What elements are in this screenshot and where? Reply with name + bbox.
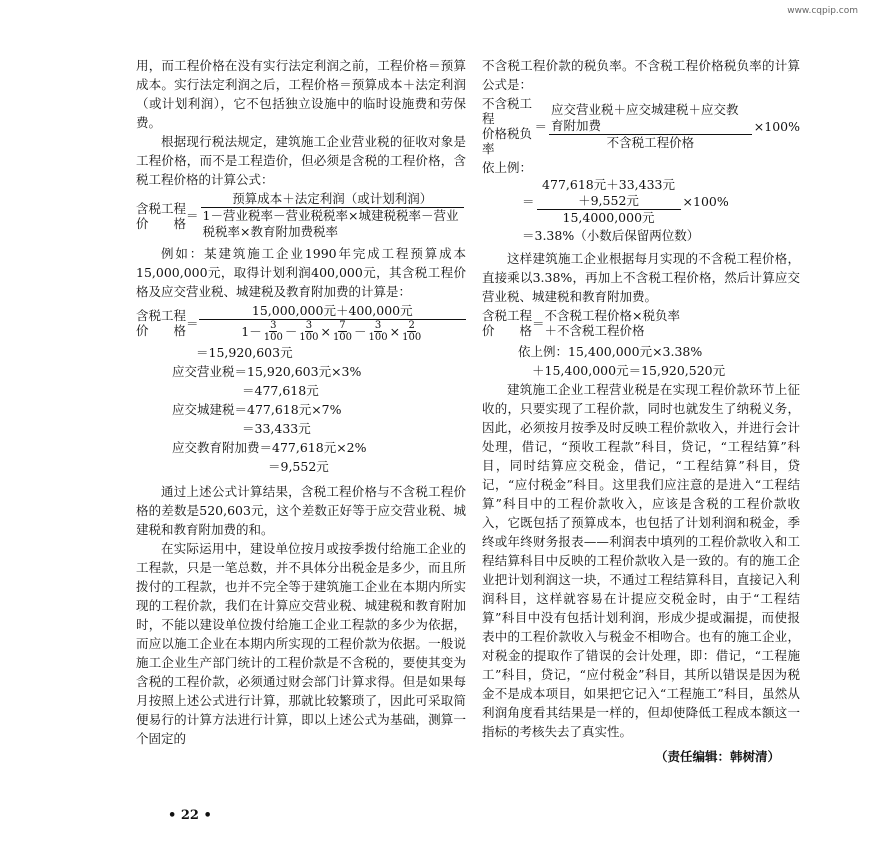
formula-rate-result: ＝3.38%（小数后保留两位数） [522,228,700,243]
formula-numerator: 预算成本＋法定利润（或计划利润） [201,191,464,208]
left-paragraph-4: 通过上述公式计算结果，含税工程价格与不含税工程价格的差数是520,603元，这个差数正好等于应交营业税、城建税和教育附加费的和。 [136,484,466,537]
formula-label-top: 含税工程 [136,200,187,216]
calc-line: 应交营业税＝15,920,603元×3% [172,364,362,379]
formula-denominator: 15,4000,000元 [562,210,655,225]
formula-label-top: 含税工程 [482,308,533,323]
formula-denominator: 1－营业税率－营业税税率×城建税税率－营业税税率×教育附加费税率 [202,208,459,239]
right-column [482,56,800,766]
calc-result: ＝33,433元 [242,421,311,436]
equals-sign: ＝ [186,208,199,223]
formula-numerator: 15,000,000元＋400,000元 [199,303,466,320]
formula-suffix: ×100% [682,194,729,209]
fraction: 3 100 [263,320,283,343]
equals-sign: ＝ [186,315,199,331]
formula-rate-example [522,177,800,226]
formula-label-bottom: 价 格 [136,215,187,231]
formula-label-bottom: 价 格 [136,323,187,338]
denominator-prefix: 1－ [241,323,262,339]
calc-result: ＝477,618元 [242,383,319,398]
page-number: • 22 • [168,808,212,823]
formula-suffix: ×100% [753,118,800,134]
left-paragraph-1: 用，而工程价格在没有实行法定利润之前，工程价格＝预算成本。实行法定利润之后，工程价格＝预算成本＋法定利润（或计划利润），它不包括独立设施中的临时设施费和劳保费。 [136,58,466,130]
formula-tax-inclusive-price [136,191,466,240]
calc-line: 应交教育附加费＝477,618元×2% [172,440,367,455]
left-paragraph-3: 例如：某建筑施工企业1990年完成工程预算成本15,000,000元，取得计划利润400,000元，其含税工程价格及应交营业税、城建税及教育附加费的计算是： [136,246,466,299]
left-paragraph-5: 在实际运用中，建设单位按月或按季拨付给施工企业的工程款，只是一笔总数，并不具体分出税金是多少，而且所拨付的工程款，也并不完全等于建筑施工企业在本期内所实现的工程价款，我们在计算应交营业税、城建税和教育附加时，不能以建设单位拨付给施工企业工程款的多少为依据，而应以施工企业在本期内所实现的工程价款为依据。一般说施工企业生产部门统计的工程价款是不含税的，要使其变为含税的工程价款，必须通过财会部门计算求得。但是如果每月按照上述公式进行计算，那就比较繁琐了，因此可采取简便易行的计算方法进行计算，即以上述公式为基础，测算一个固定的 [136,541,466,746]
left-column [136,56,466,748]
formula-line-2: ＋不含税工程价格 [544,323,645,338]
fraction: $\frac{3}{100}$ [368,320,388,343]
left-paragraph-2: 根据现行税法规定，建筑施工企业营业税的征收对象是工程价格，而不是工程造价，但必须是含税的工程价格，含税工程价格的计算公式： [136,134,466,187]
formula-label-bottom: 价格税负率 [482,126,533,156]
example-calc-line-2: ＋15,400,000元＝15,920,520元 [532,363,726,378]
formula-example-result [196,343,466,362]
formula-tax-burden-rate [482,96,800,156]
operator: × [320,323,331,339]
right-paragraph-3: 建筑施工企业工程营业税是在实现工程价款环节上征收的，只要实现了工程价款，同时也就发生了纳税义务，因此，必须按月按季及时反映工程价款收入，并进行会计处理，借记，“预收工程款”科目，贷记，“工程结算”科目，同时结算应交税金，借记，“工程结算”科目，贷记，“应付税金”科目。这里我们应注意的是进入“工程结算”科目中的工程价款收入，应该是含税的工程价款收入，它既包括了预算成本，也包括了计划利润和税金，季终或年终财务报表——利润表中填列的工程价款收入和工程结算科目中反映的工程价款收入是一致的。有的施工企业把计划利润这一块，不通过工程结算科目，直接记入利润科目，这样就容易在计提应交税金时，由于“工程结算”科目中没有包括计划利润，形成少提或漏提，而使报表中的工程价款收入与税金不相吻合。也有的施工企业，对税金的提取作了错误的会计处理，即：借记，“工程施工”科目，贷记，“应付税金”科目，其所以错误是因为税金不是成本项目，如果把它记入“工程施工”科目，虽然从利润角度看其结果是一样的，但却使降低工程成本额这一指标的考核失去了真实性。 [482,382,800,739]
formula-example [136,303,466,343]
fraction: $\frac{3}{100}$ [299,320,319,343]
editor-credit: （责任编辑：韩树清） [654,749,780,764]
formula-denominator [239,320,425,343]
formula-line-1: 不含税工程价格×税负率 [544,308,681,323]
result-value: 15,920,603元 [208,345,293,360]
example-intro: 依上例： [482,160,533,175]
calc-business-tax [172,362,466,400]
equals-sign: ＝ [196,345,209,360]
formula-label-top: 不含税工程 [482,96,533,126]
formula-denominator: 不含税工程价格 [606,134,695,150]
equals-sign: ＝ [534,118,547,134]
calc-result: ＝9,552元 [268,459,329,474]
fraction: $\frac{2}{100}$ [402,320,422,343]
calc-city-tax [172,400,466,438]
operator: × [389,323,401,339]
right-paragraph-1: 不含税工程价款的税负率。不含税工程价格税负率的计算公式是： [482,58,800,92]
equals-sign: ＝ [532,315,545,331]
right-paragraph-2: 这样建筑施工企业根据每月实现的不含税工程价格，直接乘以3.38%，再加上不含税工程价格，然后计算应交营业税、城建税和教育附加费。 [482,251,800,304]
formula-label-bottom: 价 格 [482,323,533,338]
equals-sign: ＝ [522,194,535,209]
example-calc-line-1: 依上例：15,400,000元×3.38% [518,344,703,359]
formula-numerator: 应交营业税＋应交城建税＋应交教育附加费 [549,102,752,135]
operator: － [354,323,367,339]
calc-education-fee [172,438,466,476]
calc-line: 应交城建税＝477,618元×7% [172,402,342,417]
formula-numerator: 477,618元＋33,433元＋9,552元 [537,177,681,210]
formula-simplified [482,308,800,338]
watermark: www.cqpip.com [787,6,858,16]
fraction: $\frac{7}{100}$ [332,320,353,343]
operator: － [284,323,298,339]
formula-label-top: 含税工程 [136,308,187,323]
